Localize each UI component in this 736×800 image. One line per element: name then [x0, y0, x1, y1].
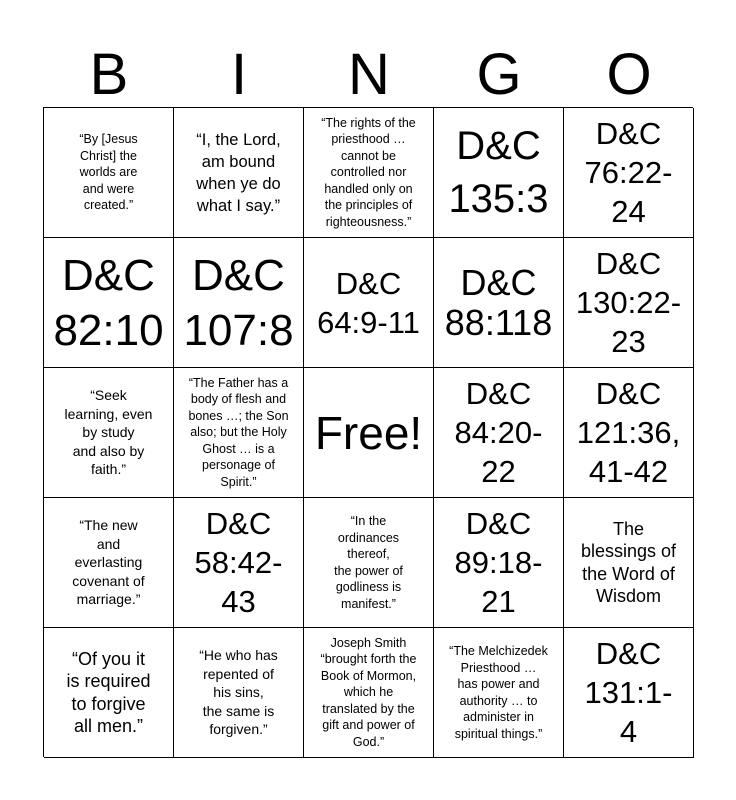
bingo-cell-r5c1[interactable]: [44, 628, 174, 758]
bingo-cell-text: D&C 89:18- 21: [454, 506, 543, 619]
bingo-cell-r1c4[interactable]: [434, 108, 564, 238]
bingo-cell-r2c3[interactable]: [304, 238, 434, 368]
bingo-cell-text: “The new and everlasting covenant of marriage.”: [72, 517, 145, 608]
bingo-cell-text: Free!: [314, 406, 423, 459]
bingo-cell-r2c2[interactable]: [174, 238, 304, 368]
bingo-cell-text: “Seek learning, even by study and also by faith.”: [64, 387, 153, 478]
bingo-cell-r4c4[interactable]: [434, 498, 564, 628]
header-letter-i: I: [230, 42, 248, 107]
bingo-cell-text: D&C 88:118: [444, 261, 553, 343]
bingo-cell-r2c4[interactable]: [434, 238, 564, 368]
bingo-cell-r3c2[interactable]: [174, 368, 304, 498]
bingo-cell-text: D&C 131:1- 4: [584, 636, 673, 749]
bingo-cell-text: D&C 76:22- 24: [584, 116, 673, 229]
bingo-card-grid: [43, 107, 693, 757]
header-letter-o: O: [606, 42, 652, 107]
bingo-cell-text: “He who has repented of his sins, the same is forgiven.”: [199, 647, 278, 738]
bingo-cell-r5c5[interactable]: [564, 628, 694, 758]
bingo-cell-text: “The Father has a body of flesh and bones …; the Son also; but the Holy Ghost … is a personage of Spirit.”: [188, 375, 289, 489]
bingo-cell-text: “Of you it is required to forgive all men.”: [66, 648, 151, 736]
bingo-cell-text: D&C 84:20- 22: [454, 376, 543, 489]
bingo-cell-r4c1[interactable]: [44, 498, 174, 628]
bingo-cell-r5c3[interactable]: [304, 628, 434, 758]
bingo-cell-r4c5[interactable]: [564, 498, 694, 628]
bingo-cell-r3c5[interactable]: [564, 368, 694, 498]
bingo-cell-text: “The Melchizedek Priesthood … has power and authority … to administer in spiritual things.”: [449, 644, 548, 741]
bingo-cell-r3c3[interactable]: [304, 368, 434, 498]
bingo-cell-r2c5[interactable]: [564, 238, 694, 368]
bingo-cell-text: D&C 135:3: [448, 123, 549, 221]
bingo-cell-r1c2[interactable]: [174, 108, 304, 238]
bingo-cell-r1c3[interactable]: [304, 108, 434, 238]
bingo-header: [44, 42, 694, 108]
bingo-cell-r5c2[interactable]: [174, 628, 304, 758]
bingo-cell-text: Joseph Smith “brought forth the Book of Mormon, which he translated by the gift and power of God.”: [320, 635, 417, 749]
bingo-cell-r2c1[interactable]: [44, 238, 174, 368]
bingo-cell-text: D&C 130:22- 23: [575, 246, 682, 359]
bingo-cell-text: D&C 58:42- 43: [194, 506, 283, 619]
bingo-cell-r4c2[interactable]: [174, 498, 304, 628]
header-letter-b: B: [89, 42, 129, 107]
bingo-cell-text: D&C 107:8: [183, 250, 294, 355]
bingo-cell-text: The blessings of the Word of Wisdom: [580, 518, 677, 606]
header-letter-g: G: [476, 42, 522, 107]
bingo-cell-text: “The rights of the priesthood … cannot be controlled nor handled only on the principles of righteousness.”: [321, 115, 416, 229]
bingo-cell-text: “By [Jesus Christ] the worlds are and were created.”: [79, 132, 138, 213]
bingo-cell-text: D&C 82:10: [53, 250, 164, 355]
bingo-cell-text: D&C 121:36, 41-42: [576, 376, 681, 489]
bingo-cell-text: D&C 64:9-11: [317, 265, 420, 340]
bingo-cell-r3c1[interactable]: [44, 368, 174, 498]
bingo-cell-r5c4[interactable]: [434, 628, 564, 758]
bingo-cell-r1c5[interactable]: [564, 108, 694, 238]
header-letter-n: N: [348, 42, 390, 107]
bingo-cell-r4c3[interactable]: [304, 498, 434, 628]
bingo-cell-text: “I, the Lord, am bound when ye do what I say.”: [196, 130, 281, 215]
bingo-cell-text: “In the ordinances thereof, the power of godliness is manifest.”: [334, 514, 403, 611]
bingo-cell-r1c1[interactable]: [44, 108, 174, 238]
bingo-cell-r3c4[interactable]: [434, 368, 564, 498]
